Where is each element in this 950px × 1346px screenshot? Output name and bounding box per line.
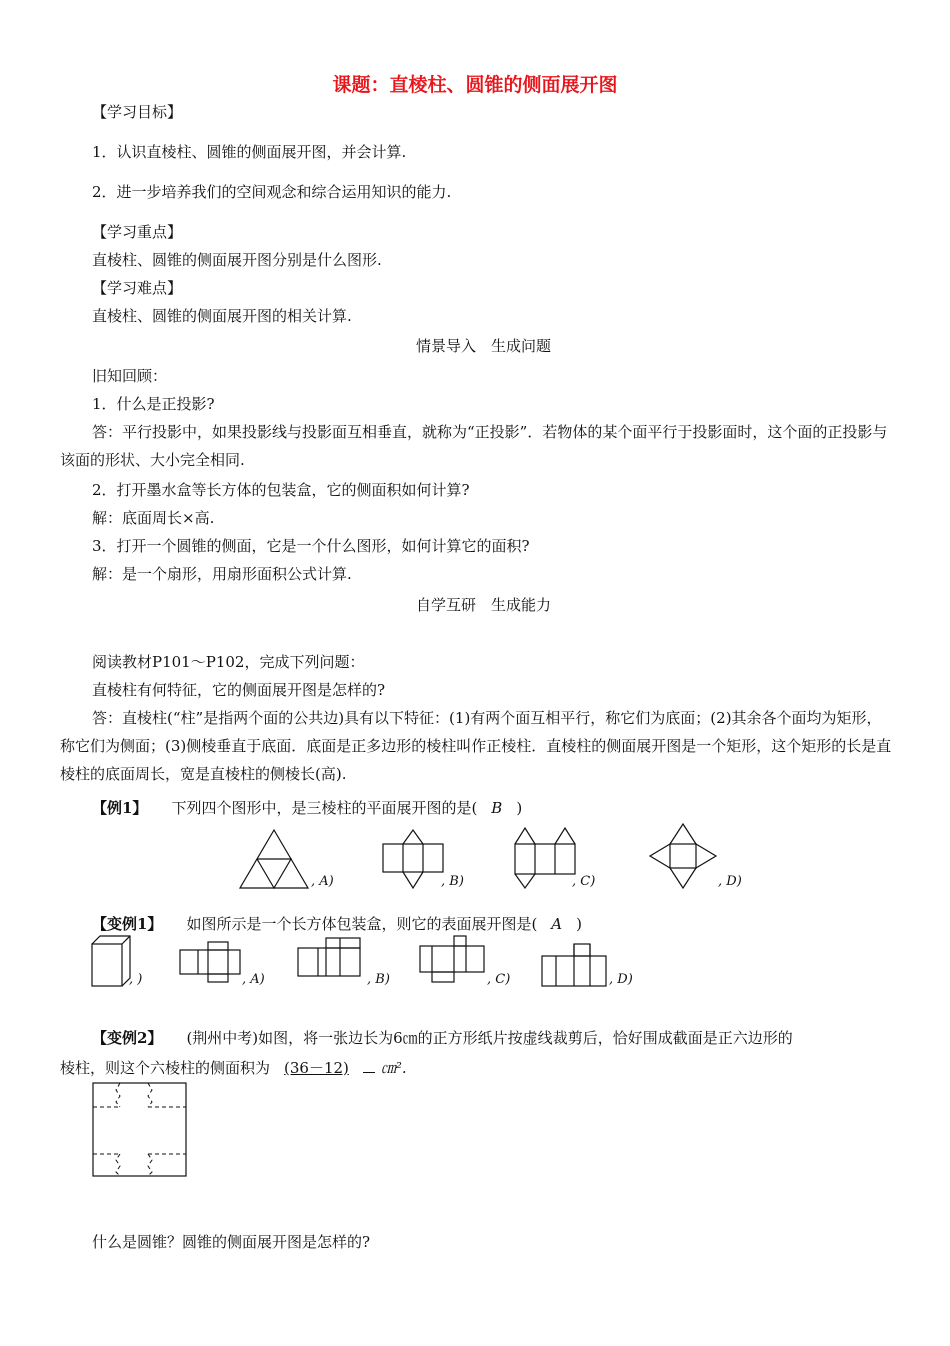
figure-square-cut (92, 1082, 188, 1178)
review-header: 旧知回顾： (92, 367, 168, 385)
figure-option-b-prism-net (380, 828, 450, 892)
key-points-header: 【学习重点】 (92, 223, 183, 241)
example-1-close: ) (516, 799, 523, 817)
difficulty-header: 【学习难点】 (92, 279, 183, 297)
example-1-label: 【例1】 (92, 799, 148, 817)
variant-2-text-1: (荆州中考)如图，将一张边长为6㎝的正方形纸片按虚线裁剪后，恰好围成截面是正六边形的 (186, 1029, 793, 1047)
option-b-label: , B) (441, 874, 464, 889)
difficulty-text: 直棱柱、圆锥的侧面展开图的相关计算. (92, 307, 352, 325)
var-option-c-label: , C) (487, 972, 511, 987)
box-label: , ) (129, 972, 143, 987)
variant-1-close: ) (576, 915, 582, 933)
figure-option-a-triangles (238, 826, 318, 890)
answer-2: 解：底面周长×高. (92, 509, 215, 527)
option-c-label: , C) (572, 874, 596, 889)
var-option-d-label: , D) (609, 972, 633, 987)
variant-2-text-2: 棱柱，则这个六棱柱的侧面积为 (60, 1059, 271, 1077)
var-option-b-label: , B) (367, 972, 390, 987)
example-1-text: 下列四个图形中，是三棱柱的平面展开图的是( (171, 799, 478, 817)
goals-header: 【学习目标】 (92, 103, 183, 121)
variant-2-question-line1 (92, 1028, 793, 1048)
variant-1-label: 【变例1】 (92, 915, 163, 933)
figure-var-option-b (296, 936, 364, 982)
question-1: 1．什么是正投影? (92, 395, 215, 413)
goal-1: 1．认识直棱柱、圆锥的侧面展开图，并会计算. (92, 143, 407, 161)
variant-2-label: 【变例2】 (92, 1029, 163, 1047)
figure-var-option-d (540, 942, 610, 988)
option-d-label: , D) (718, 874, 742, 889)
section-study-heading: 自学互研 生成能力 (416, 596, 552, 614)
figure-var-option-a (178, 940, 244, 986)
answer-1: 答：平行投影中，如果投影线与投影面互相垂直，就称为“正投影”．若物体的某个面平行于投影面时，这个面的正投影与该面的形状、大小完全相同. (60, 423, 888, 469)
variant-1-text: 如图所示是一个长方体包装盒，则它的表面展开图是( (186, 915, 538, 933)
section-intro-heading: 情景导入 生成问题 (416, 337, 552, 355)
example-1-question (92, 798, 522, 818)
variant-1-question (92, 914, 582, 934)
variant-2-answer: (36－12) (284, 1059, 349, 1077)
variant-1-answer: A (551, 915, 563, 933)
var-option-a-label: , A) (242, 972, 265, 987)
figure-var-option-c (418, 934, 488, 984)
variant-2-unit: ㎝². (380, 1059, 407, 1077)
answer-3: 解：是一个扇形，用扇形面积公式计算. (92, 565, 352, 583)
question-3: 3．打开一个圆锥的侧面，它是一个什么图形，如何计算它的面积? (92, 537, 530, 555)
question-4: 直棱柱有何特征，它的侧面展开图是怎样的? (92, 681, 386, 699)
question-2: 2．打开墨水盒等长方体的包装盒，它的侧面积如何计算? (92, 481, 470, 499)
goal-2: 2．进一步培养我们的空间观念和综合运用知识的能力. (92, 183, 452, 201)
question-5: 什么是圆锥？圆锥的侧面展开图是怎样的? (92, 1233, 371, 1251)
option-a-label: , A) (311, 874, 334, 889)
variant-2-question-line2 (60, 1058, 407, 1078)
page-title: 课题：直棱柱、圆锥的侧面展开图 (332, 74, 618, 96)
example-1-answer: B (491, 799, 503, 817)
reading-instruction: 阅读教材P101～P102，完成下列问题： (92, 653, 365, 671)
answer-4: 答：直棱柱(“柱”是指两个面的公共边)具有以下特征：(1)有两个面互相平行，称它们为底面；(2)其余各个面均为矩形，称它们为侧面；(3)侧棱垂直于底面．底面是正多边形的棱柱叫作正棱柱．直棱柱的侧面展开图是一个矩形，这个矩形的长是直棱柱的底面周长，宽是直棱柱的侧棱长(高). (60, 709, 892, 783)
key-points-text: 直棱柱、圆锥的侧面展开图分别是什么图形. (92, 251, 382, 269)
figure-option-d-pyramid-net (648, 822, 720, 890)
